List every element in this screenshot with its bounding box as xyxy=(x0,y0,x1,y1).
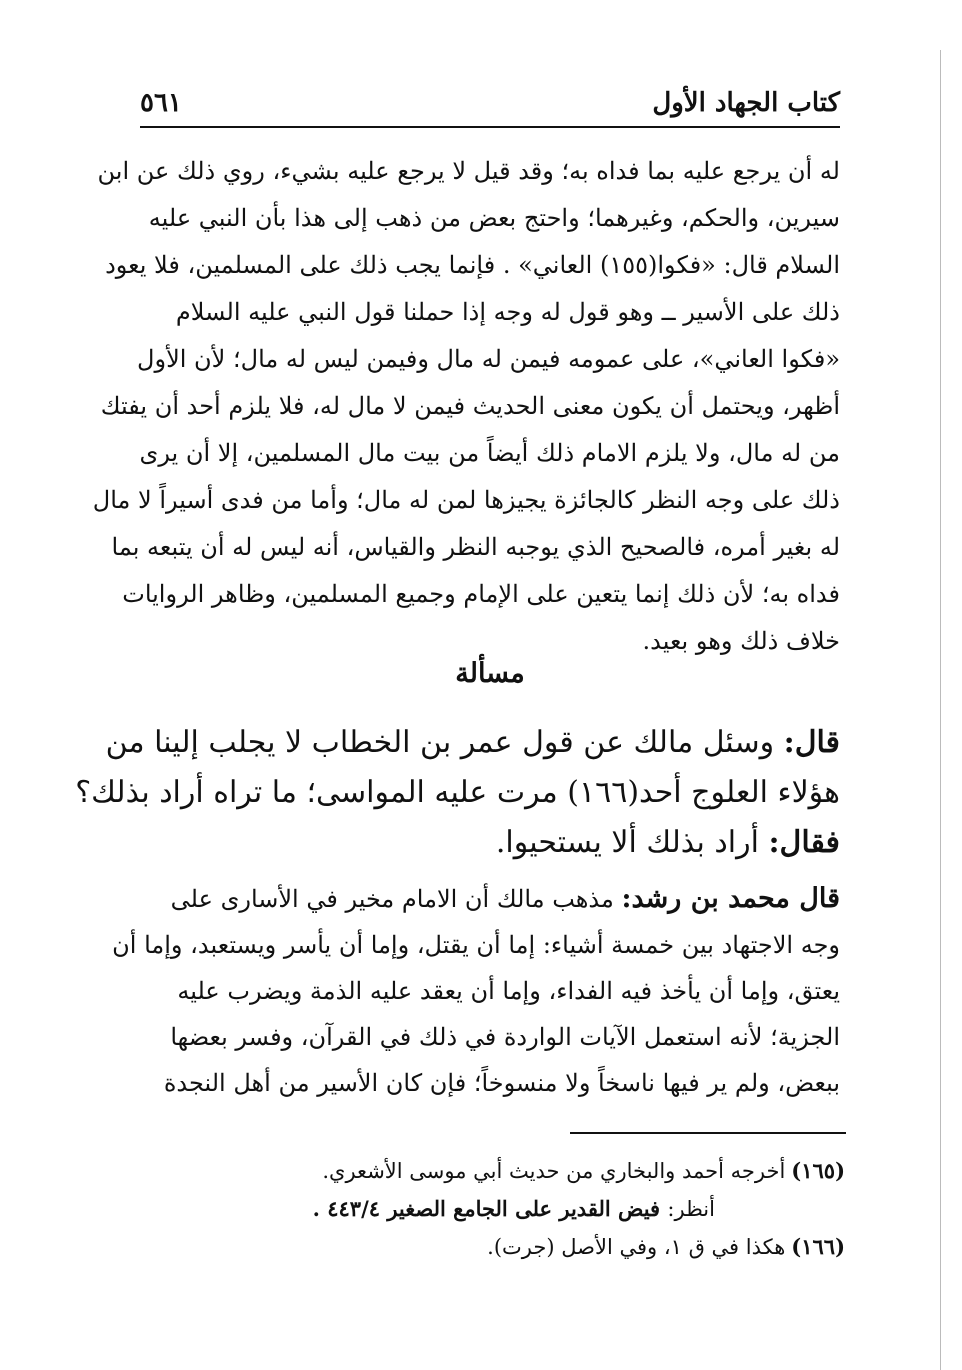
question-text: وسئل مالك عن قول عمر بن الخطاب لا يجلب إلينا من xyxy=(105,725,784,760)
footnote-number: (١٦٦) xyxy=(791,1234,845,1259)
commentary-line: ببعض، ولم ير فيها ناسخاً ولا منسوخاً؛ فإن كان الأسير من أهل النجدة xyxy=(163,1069,840,1097)
footnote-166 xyxy=(140,1228,845,1266)
body-line: خلاف ذلك وهو بعيد. xyxy=(642,627,840,655)
answer-line xyxy=(140,818,840,868)
footnote-text: هكذا في ق ١، وفي الأصل (جرت). xyxy=(487,1235,786,1259)
commentary-paragraph xyxy=(112,876,840,1106)
answer-speaker: فقال: xyxy=(768,825,840,860)
page-number: ٥٦١ xyxy=(140,88,182,118)
footnote-text: أخرجه أحمد والبخاري من حديث أبي موسى الأشعري. xyxy=(322,1159,786,1183)
reference-title: فيض القدير على الجامع الصغير xyxy=(380,1196,668,1221)
page-edge-line xyxy=(940,50,941,1370)
question-line xyxy=(105,718,840,768)
body-line: له بغير أمره، فالصحيح الذي يوجبه النظر والقياس، أنه ليس له أن يتبعه بما xyxy=(111,533,840,561)
reference-location: ٤٤٣/٤ . xyxy=(312,1196,381,1221)
body-line: له أن يرجع عليه بما فداه به؛ وقد قيل لا يرجع عليه بشيء، روي ذلك عن ابن xyxy=(97,157,840,185)
body-line: ذلك على الأسير ــ وهو قول له وجه إذا حملنا قول النبي عليه السلام xyxy=(175,298,840,326)
answer-text: أراد بذلك ألا يستحيوا. xyxy=(495,825,769,860)
commentary-line: وجه الاجتهاد بين خمسة أشياء: إما أن يقتل، وإما أن يأسر ويستعبد، وإما أن xyxy=(112,931,840,959)
body-line: ذلك على وجه النظر كالجائزة يجيزها لمن له مال؛ وأما من فدى أسيراً لا مال xyxy=(92,486,840,514)
body-line: فداه به؛ لأن ذلك إنما يتعين على الإمام وجميع المسلمين، وظاهر الروايات xyxy=(122,580,840,608)
footnote-separator xyxy=(570,1132,846,1134)
question-line: هؤلاء العلوج أحد(١٦٦) مرت عليه المواسى؛ ما تراه أراد بذلك؟ xyxy=(75,775,840,810)
commentary-line: يعتق، وإما أن يأخذ فيه الفداء، وإما أن يعقد عليه الذمة ويضرب عليه xyxy=(177,977,840,1005)
body-line: سيرين، والحكم، وغيرهما؛ واحتج بعض من ذهب إلى هذا بأن النبي عليه xyxy=(148,204,840,232)
commentary-speaker: قال محمد بن رشد: xyxy=(621,883,840,914)
body-line: «فكوا العاني»، على عمومه فيمن له مال وفيمن ليس له مال؛ لأن الأول xyxy=(137,345,840,373)
question-paragraph xyxy=(75,718,840,868)
body-paragraph xyxy=(92,148,840,665)
body-line: السلام قال: «فكوا(١٥٥) العاني» . فإنما يجب ذلك على المسلمين، فلا يعود xyxy=(105,251,840,279)
footnote-number: (١٦٥) xyxy=(791,1158,845,1183)
footnotes xyxy=(140,1152,845,1266)
footnote-155-reference xyxy=(140,1190,845,1228)
body-line: من له مال، ولا يلزم الامام ذلك أيضاً من بيت مال المسلمين، إلا أن يرى xyxy=(139,439,840,467)
running-header xyxy=(140,82,840,128)
section-heading: مسألة xyxy=(455,658,525,689)
commentary-line: الجزية؛ لأنه استعمل الآيات الواردة في ذلك في القرآن، وفسر بعضها xyxy=(170,1023,840,1051)
footnote-155 xyxy=(140,1152,845,1190)
commentary-line xyxy=(140,876,840,922)
reference-prefix: أنظر: xyxy=(667,1197,715,1221)
commentary-text: مذهب مالك أن الامام مخير في الأسارى على xyxy=(170,885,622,913)
body-line: أظهر، ويحتمل أن يكون معنى الحديث فيمن لا مال له، فلا يلزم أحد أن يفتك xyxy=(100,392,840,420)
book-title: كتاب الجهاد الأول xyxy=(652,88,840,118)
question-speaker: قال: xyxy=(783,725,840,760)
